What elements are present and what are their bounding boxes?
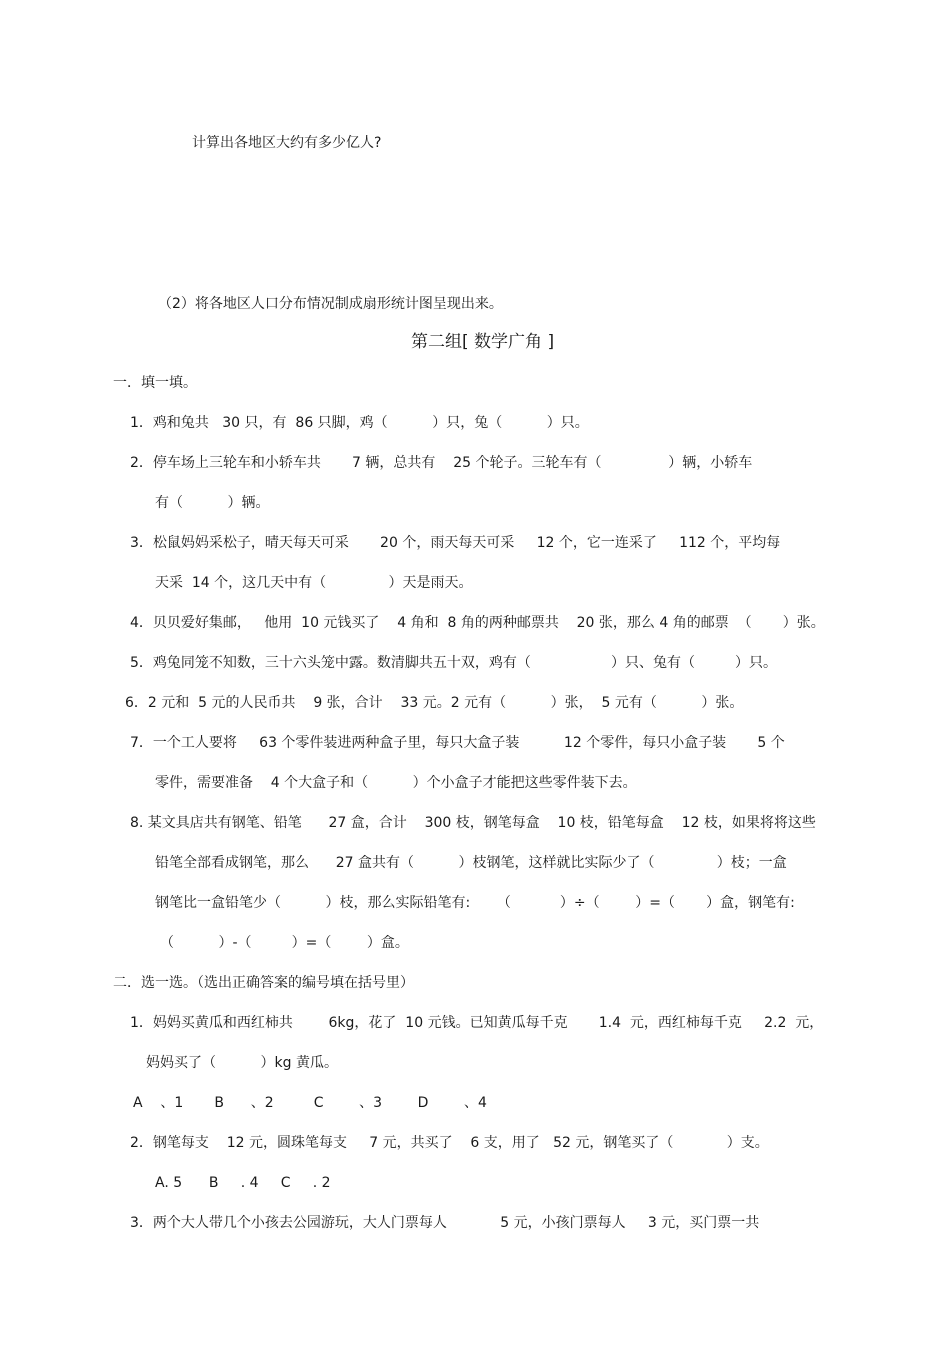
fill-question-8-cont-3: （ ）-（ ）=（ ）盒。 xyxy=(160,935,409,951)
fill-question-8-cont-2: 钢笔比一盒铅笔少（ ）枝，那么实际铅笔有: （ ）÷（ ）=（ ）盒，钢笔有: xyxy=(155,895,795,911)
choice-question-1-options: A 、1 B 、2 C 、3 D 、4 xyxy=(133,1095,487,1111)
fill-question-7: 7．一个工人要将 63 个零件装进两种盒子里，每只大盒子装 12 个零件，每只小盒子装 5 个 xyxy=(130,735,785,751)
fill-question-6: 6．2 元和 5 元的人民币共 9 张，合计 33 元。2 元有（ ）张， 5 元有（ ）张。 xyxy=(125,695,744,711)
section-title: 第二组[ 数学广角 ] xyxy=(411,332,555,352)
fill-question-8-cont-1: 铅笔全部看成钢笔，那么 27 盒共有（ ）枝钢笔，这样就比实际少了（ ）枝；一盒 xyxy=(155,855,787,871)
question-prompt: 计算出各地区大约有多少亿人? xyxy=(192,135,382,151)
choice-question-1-cont: 妈妈买了（ ）kg 黄瓜。 xyxy=(146,1055,338,1071)
fill-question-3-cont: 天采 14 个，这几天中有（ ）天是雨天。 xyxy=(155,575,473,591)
question-part-2: （2）将各地区人口分布情况制成扇形统计图呈现出来。 xyxy=(158,296,503,312)
fill-question-2-cont: 有（ ）辆。 xyxy=(155,495,270,511)
choice-question-3: 3．两个大人带几个小孩去公园游玩，大人门票每人 5 元，小孩门票每人 3 元，买门票一共 xyxy=(130,1215,760,1231)
fill-question-8: 8. 某文具店共有钢笔、铅笔 27 盒，合计 300 枝，钢笔每盒 10 枝，铅笔每盒 12 枝，如果将将这些 xyxy=(130,815,816,831)
fill-question-1: 1．鸡和兔共 30 只，有 86 只脚，鸡（ ）只，兔（ ）只。 xyxy=(130,415,589,431)
choice-question-2: 2．钢笔每支 12 元，圆珠笔每支 7 元，共买了 6 支，用了 52 元，钢笔买了（ ）支。 xyxy=(130,1135,769,1151)
choice-question-2-options: A. 5 B . 4 C . 2 xyxy=(155,1175,331,1191)
fill-question-5: 5．鸡兔同笼不知数，三十六头笼中露。数清脚共五十双，鸡有（ ）只、兔有（ ）只。 xyxy=(130,655,778,671)
fill-question-3: 3．松鼠妈妈采松子，晴天每天可采 20 个，雨天每天可采 12 个，它一连采了 112 个，平均每 xyxy=(130,535,781,551)
part-two-heading: 二．选一选。（选出正确答案的编号填在括号里） xyxy=(113,975,414,991)
fill-question-4: 4．贝贝爱好集邮， 他用 10 元钱买了 4 角和 8 角的两种邮票共 20 张，那么 4 角的邮票 （ ）张。 xyxy=(130,615,825,631)
fill-question-2: 2．停车场上三轮车和小轿车共 7 辆，总共有 25 个轮子。三轮车有（ ）辆，小轿车 xyxy=(130,455,753,471)
fill-question-7-cont: 零件，需要准备 4 个大盒子和（ ）个小盒子才能把这些零件装下去。 xyxy=(155,775,637,791)
part-one-heading: 一．填一填。 xyxy=(113,375,197,391)
choice-question-1: 1．妈妈买黄瓜和西红柿共 6kg，花了 10 元钱。已知黄瓜每千克 1.4 元，西红柿每千克 2.2 元， xyxy=(130,1015,824,1031)
